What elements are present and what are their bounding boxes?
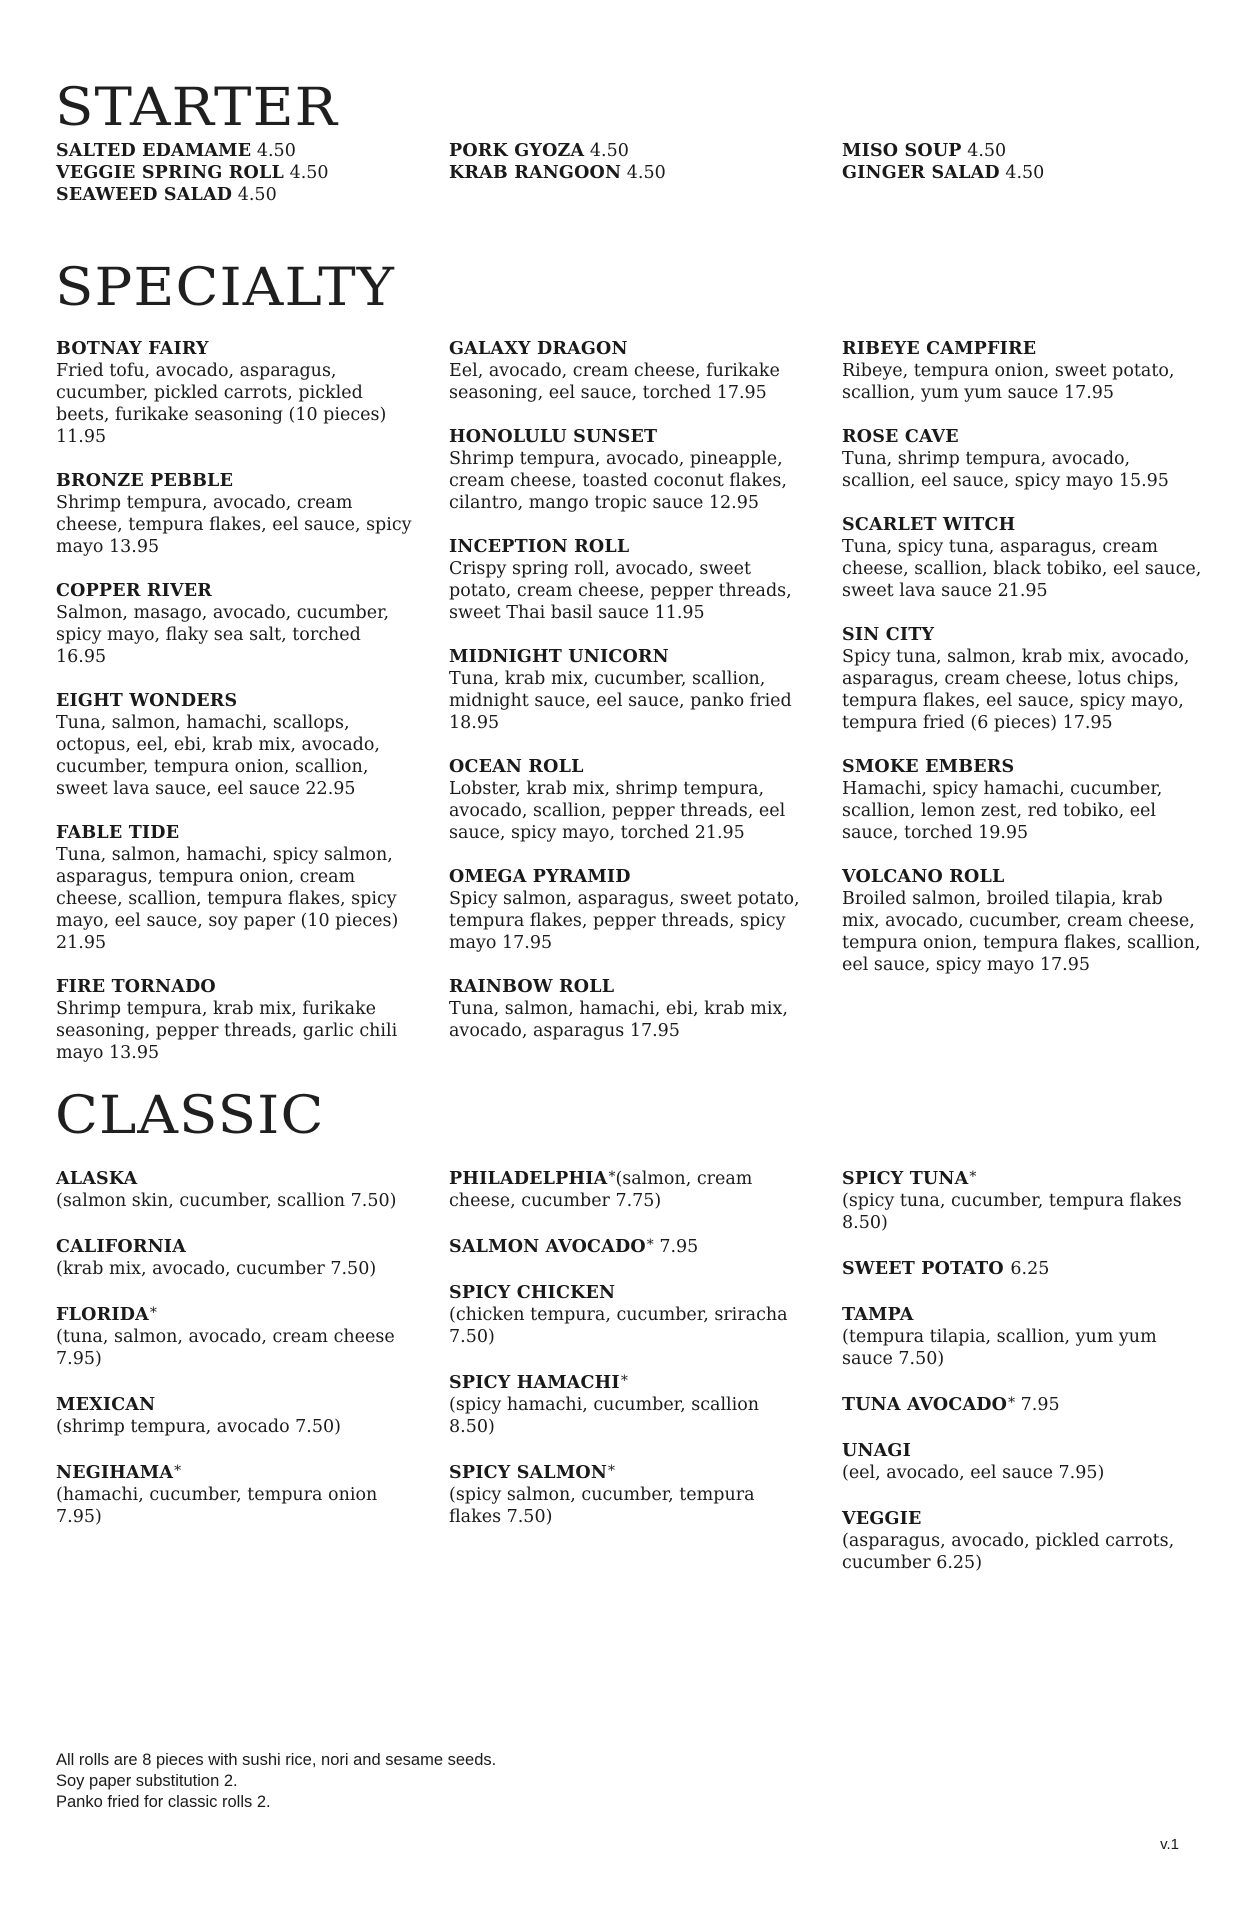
classic-column-2	[449, 1166, 809, 1550]
classic-column-3	[842, 1166, 1202, 1596]
classic-column-1	[56, 1166, 416, 1550]
list-item: EIGHT WONDERS Tuna, salmon, hamachi, scallops, octopus, eel, ebi, krab mix, avocado, cucumber, tempura onion, scallion, sweet lava sauce, eel sauce 22.95	[56, 691, 380, 799]
list-item: SALTED EDAMAME 4.50	[56, 141, 296, 161]
list-item: COPPER RIVER Salmon, masago, avocado, cucumber, spicy mayo, flaky sea salt, torched 16.95	[56, 581, 390, 667]
list-item: MIDNIGHT UNICORN Tuna, krab mix, cucumber, scallion, midnight sauce, eel sauce, panko fried 18.95	[449, 647, 792, 733]
list-item: SPICY TUNA* (spicy tuna, cucumber, tempura flakes 8.50)	[842, 1169, 1182, 1233]
list-item: MISO SOUP 4.50	[842, 141, 1007, 161]
list-item: SIN CITY Spicy tuna, salmon, krab mix, avocado, asparagus, cream cheese, lotus chips, tempura flakes, eel sauce, spicy mayo, tempura fried (6 pieces) 17.95	[842, 625, 1190, 733]
list-item: TAMPA (tempura tilapia, scallion, yum yum sauce 7.50)	[842, 1305, 1157, 1369]
list-item: SEAWEED SALAD 4.50	[56, 185, 277, 205]
version-label: v.1	[1160, 1836, 1179, 1853]
list-item: VEGGIE (asparagus, avocado, pickled carrots, cucumber 6.25)	[842, 1509, 1175, 1573]
starter-column-2	[449, 140, 809, 184]
list-item: SWEET POTATO 6.25	[842, 1259, 1050, 1279]
list-item: OMEGA PYRAMID Spicy salmon, asparagus, sweet potato, tempura flakes, pepper threads, spicy mayo 17.95	[449, 867, 800, 953]
classic-title: CLASSIC	[55, 1086, 325, 1146]
specialty-title: SPECIALTY	[55, 258, 395, 318]
list-item: MEXICAN (shrimp tempura, avocado 7.50)	[56, 1395, 341, 1437]
list-item: BRONZE PEBBLE Shrimp tempura, avocado, cream cheese, tempura flakes, eel sauce, spicy mayo 13.95	[56, 471, 412, 557]
list-item: GINGER SALAD 4.50	[842, 163, 1045, 183]
list-item: TUNA AVOCADO* 7.95	[842, 1395, 1060, 1415]
specialty-column-3	[842, 338, 1202, 998]
list-item: RIBEYE CAMPFIRE Ribeye, tempura onion, sweet potato, scallion, yum yum sauce 17.95	[842, 339, 1175, 403]
footer-note: Soy paper substitution 2.	[56, 1772, 238, 1790]
list-item: SPICY CHICKEN (chicken tempura, cucumber, sriracha 7.50)	[449, 1283, 788, 1347]
list-item: ROSE CAVE Tuna, shrimp tempura, avocado, scallion, eel sauce, spicy mayo 15.95	[842, 427, 1169, 491]
list-item: PORK GYOZA 4.50	[449, 141, 629, 161]
list-item: OCEAN ROLL Lobster, krab mix, shrimp tempura, avocado, scallion, pepper threads, eel sauce, spicy mayo, torched 21.95	[449, 757, 786, 843]
footer-note: Panko fried for classic rolls 2.	[56, 1793, 271, 1811]
list-item: SALMON AVOCADO* 7.95	[449, 1237, 699, 1257]
starter-title: STARTER	[55, 78, 339, 138]
starter-column-1	[56, 140, 416, 206]
footer-notes	[56, 1750, 496, 1813]
list-item: FIRE TORNADO Shrimp tempura, krab mix, furikake seasoning, pepper threads, garlic chili mayo 13.95	[56, 977, 398, 1063]
list-item: SPICY SALMON* (spicy salmon, cucumber, tempura flakes 7.50)	[449, 1463, 755, 1527]
list-item: BOTNAY FAIRY Fried tofu, avocado, asparagus, cucumber, pickled carrots, pickled beets, furikake seasoning (10 pieces) 11.95	[56, 339, 387, 447]
list-item: HONOLULU SUNSET Shrimp tempura, avocado, pineapple, cream cheese, toasted coconut flakes, cilantro, mango tropic sauce 12.95	[449, 427, 787, 513]
specialty-column-2	[449, 338, 809, 1064]
list-item: VEGGIE SPRING ROLL 4.50	[56, 163, 329, 183]
starter-column-3	[842, 140, 1202, 184]
list-item: NEGIHAMA* (hamachi, cucumber, tempura onion 7.95)	[56, 1463, 378, 1527]
list-item: SCARLET WITCH Tuna, spicy tuna, asparagus, cream cheese, scallion, black tobiko, eel sauce, sweet lava sauce 21.95	[842, 515, 1202, 601]
list-item: RAINBOW ROLL Tuna, salmon, hamachi, ebi, krab mix, avocado, asparagus 17.95	[449, 977, 788, 1041]
list-item: VOLCANO ROLL Broiled salmon, broiled tilapia, krab mix, avocado, cucumber, cream cheese, tempura onion, tempura flakes, scallion, eel sauce, spicy mayo 17.95	[842, 867, 1201, 975]
list-item: KRAB RANGOON 4.50	[449, 163, 666, 183]
footer-note: All rolls are 8 pieces with sushi rice, nori and sesame seeds.	[56, 1751, 497, 1769]
list-item: FABLE TIDE Tuna, salmon, hamachi, spicy salmon, asparagus, tempura onion, cream cheese, scallion, tempura flakes, spicy mayo, eel sauce, soy paper (10 pieces) 21.95	[56, 823, 399, 953]
list-item: CALIFORNIA (krab mix, avocado, cucumber 7.50)	[56, 1237, 377, 1279]
list-item: SPICY HAMACHI* (spicy hamachi, cucumber, scallion 8.50)	[449, 1373, 760, 1437]
list-item: FLORIDA* (tuna, salmon, avocado, cream cheese 7.95)	[56, 1305, 395, 1369]
specialty-column-1	[56, 338, 416, 1086]
list-item: UNAGI (eel, avocado, eel sauce 7.95)	[842, 1441, 1105, 1483]
list-item: ALASKA (salmon skin, cucumber, scallion 7.50)	[56, 1169, 397, 1211]
list-item: SMOKE EMBERS Hamachi, spicy hamachi, cucumber, scallion, lemon zest, red tobiko, eel sauce, torched 19.95	[842, 757, 1163, 843]
list-item: GALAXY DRAGON Eel, avocado, cream cheese, furikake seasoning, eel sauce, torched 17.95	[449, 339, 780, 403]
list-item: INCEPTION ROLL Crispy spring roll, avocado, sweet potato, cream cheese, pepper threads, sweet Thai basil sauce 11.95	[449, 537, 792, 623]
list-item: PHILADELPHIA*(salmon, cream cheese, cucumber 7.75)	[449, 1169, 753, 1211]
